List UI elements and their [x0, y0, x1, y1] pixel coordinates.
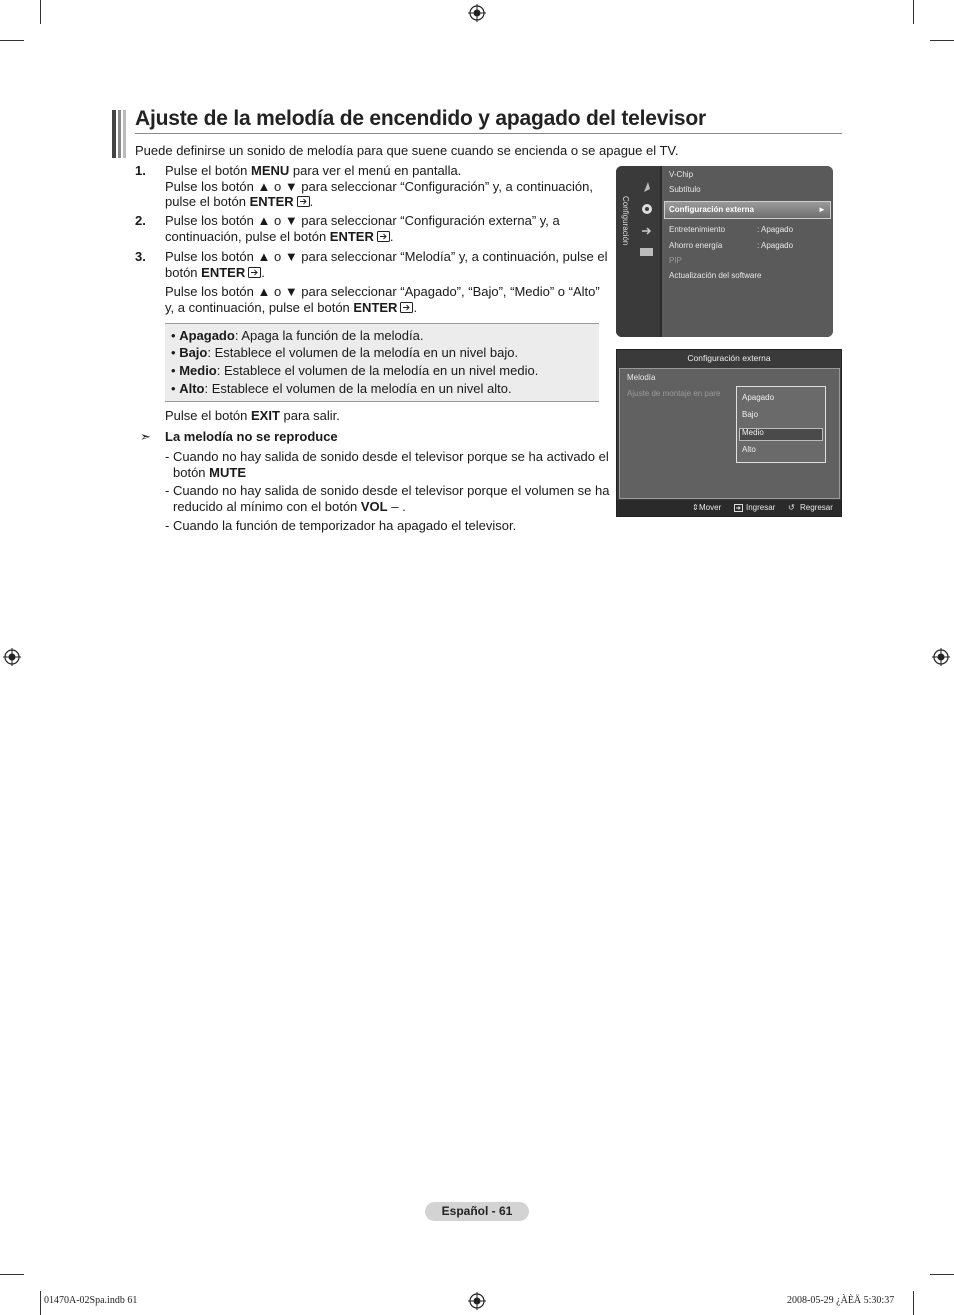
- registration-mark-icon: [3, 648, 21, 666]
- note-item: - Cuando no hay salida de sonido desde el televisor porque el volumen se ha reducido al mínimo con el botón VOL – .: [165, 483, 610, 514]
- crop-mark: [913, 1291, 914, 1315]
- enter-icon: [400, 302, 413, 313]
- option-item: • Alto: Establece el volumen de la melodía en un nivel alto.: [171, 381, 512, 396]
- step-number: 3.: [135, 249, 146, 264]
- crop-mark: [0, 40, 24, 41]
- menu-value: : Apagado: [757, 241, 794, 250]
- menu-side-label: Configuración: [621, 196, 630, 246]
- menu-item-software-update[interactable]: Actualización del software: [669, 271, 762, 280]
- tv-external-setup-menu: [616, 349, 842, 517]
- page-number: Español - 61: [425, 1202, 529, 1221]
- title-rule: [135, 133, 842, 134]
- step-3-text: Pulse los botón ▲ o ▼ para seleccionar “Melodía” y, a continuación, pulse el botón ENTER .: [165, 249, 608, 280]
- step-number: 2.: [135, 213, 146, 228]
- menu-item-wall-mount[interactable]: Ajuste de montaje en pare: [627, 389, 721, 398]
- menu-footer: [617, 500, 841, 516]
- menu-item-pip[interactable]: PIP: [669, 256, 682, 265]
- note-marker-icon: ➣: [140, 429, 151, 444]
- crop-mark: [930, 1274, 954, 1275]
- menu-title: Configuración externa: [687, 353, 771, 363]
- option-item: • Medio: Establece el volumen de la melodía en un nivel medio.: [171, 363, 539, 378]
- step-number: 1.: [135, 163, 146, 178]
- move-icon: ⇕: [692, 503, 699, 512]
- options-box: [165, 323, 599, 402]
- date-slug: 2008-05-29 ¿ÀÈÄ 5:30:37: [787, 1295, 895, 1306]
- footer-back: Regresar: [800, 503, 833, 512]
- enter-icon: [248, 267, 261, 278]
- crop-mark: [0, 1274, 24, 1275]
- crop-mark: [913, 0, 914, 24]
- enter-icon: [297, 196, 310, 207]
- menu-item-subtitle[interactable]: Subtítulo: [669, 185, 701, 194]
- note-item: - Cuando la función de temporizador ha apagado el televisor.: [165, 518, 517, 533]
- enter-icon: [734, 504, 743, 512]
- arrow-right-icon: ►: [818, 205, 826, 214]
- tv-setup-menu: [616, 166, 833, 337]
- option-high[interactable]: Alto: [742, 445, 756, 454]
- menu-item-entertainment[interactable]: Entretenimiento: [669, 225, 726, 234]
- crop-mark: [40, 0, 41, 24]
- picture-icon: [640, 180, 654, 194]
- step-2-text: Pulse los botón ▲ o ▼ para seleccionar “Configuración externa” y, a continuación, pulse el botón ENTER .: [165, 213, 560, 244]
- footer-enter: Ingresar: [746, 503, 776, 512]
- registration-mark-icon: [932, 648, 950, 666]
- menu-item-energy-saving[interactable]: Ahorro energía: [669, 241, 723, 250]
- note-heading: La melodía no se reproduce: [165, 429, 338, 444]
- return-icon: ↺: [788, 503, 795, 512]
- intro-text: Puede definirse un sonido de melodía para que suene cuando se encienda o se apague el TV.: [135, 143, 679, 158]
- option-off[interactable]: Apagado: [742, 393, 775, 402]
- footer-move: Mover: [699, 503, 722, 512]
- option-medium[interactable]: Medio: [742, 428, 764, 437]
- menu-item-external-setup[interactable]: Configuración externa: [669, 205, 754, 214]
- gear-icon: [639, 201, 655, 217]
- option-item: • Bajo: Establece el volumen de la melodía en un nivel bajo.: [171, 345, 519, 360]
- page-title: Ajuste de la melodía de encendido y apagado del televisor: [135, 107, 706, 130]
- application-icon: [639, 246, 655, 258]
- step-3-subtext: Pulse los botón ▲ o ▼ para seleccionar “Apagado”, “Bajo”, “Medio” o “Alto” y, a continuación, pulse el botón ENTER .: [165, 284, 600, 315]
- registration-mark-icon: [468, 4, 486, 22]
- crop-mark: [40, 1291, 41, 1315]
- melody-options-popup: [736, 386, 826, 463]
- step-1-text: Pulse el botón MENU para ver el menú en pantalla. Pulse los botón ▲ o ▼ para seleccionar “Configuración” y, a continuación, pulse el botón ENTER .: [165, 163, 593, 209]
- menu-panel: [619, 368, 840, 499]
- menu-value: : Apagado: [757, 225, 794, 234]
- file-slug: 01470A-02Spa.indb 61: [44, 1295, 138, 1306]
- input-icon: [640, 225, 654, 237]
- menu-item-melody[interactable]: Melodía: [627, 373, 656, 382]
- registration-mark-icon: [468, 1292, 486, 1310]
- note-item: - Cuando no hay salida de sonido desde el televisor porque se ha activado el botón MUTE: [165, 449, 609, 480]
- enter-icon: [377, 231, 390, 242]
- crop-mark: [930, 40, 954, 41]
- option-low[interactable]: Bajo: [742, 410, 759, 419]
- exit-text: Pulse el botón EXIT para salir.: [165, 408, 340, 423]
- title-accent-bars: [112, 110, 126, 158]
- menu-item-vchip[interactable]: V-Chip: [669, 170, 694, 179]
- option-item: • Apagado: Apaga la función de la melodía.: [171, 328, 424, 343]
